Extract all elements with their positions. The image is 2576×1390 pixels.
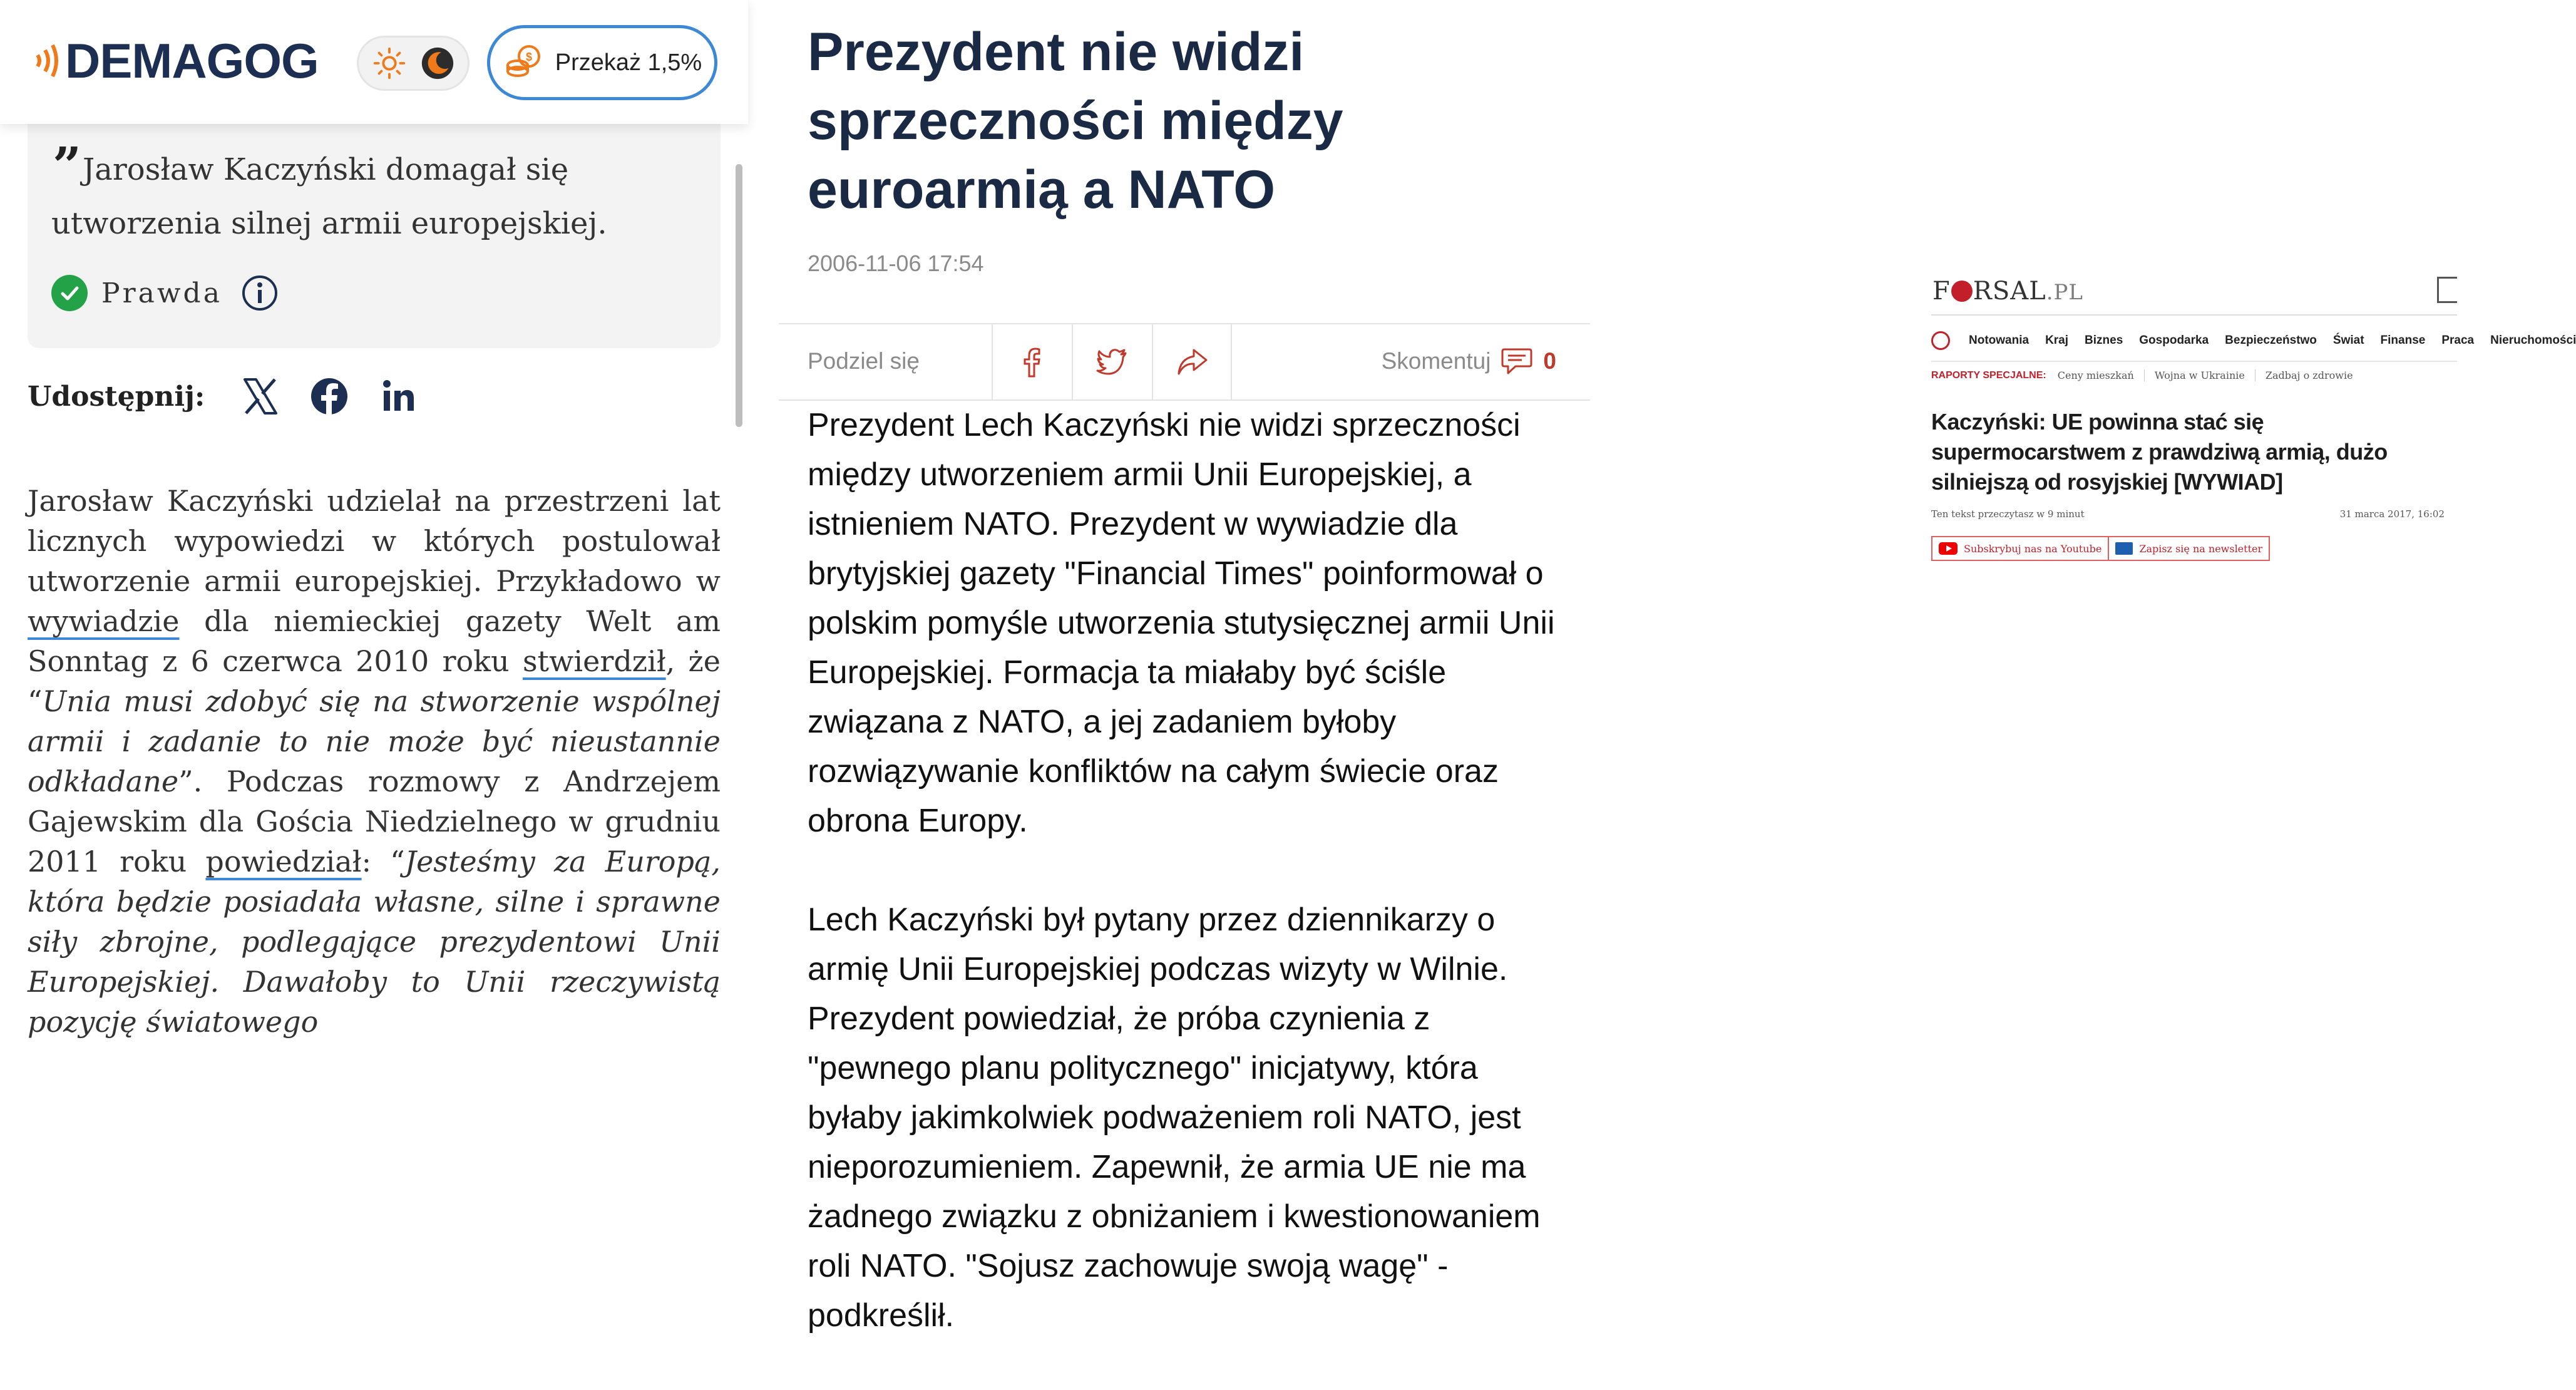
body-text: : “ bbox=[361, 845, 405, 878]
coins-icon bbox=[503, 43, 543, 83]
body-text: dla niemieckiej gazety Welt am Sonntag z 6 czerwca 2010 roku bbox=[28, 604, 721, 678]
forsal-logo bbox=[1932, 277, 2083, 306]
newsletter-label: Zapisz się na newsletter bbox=[2139, 542, 2263, 555]
chart-icon[interactable] bbox=[1931, 331, 1950, 350]
forsal-nav bbox=[1931, 329, 2576, 352]
youtube-icon bbox=[1939, 542, 1958, 555]
analysis-text bbox=[28, 481, 721, 1042]
mail-icon bbox=[2115, 542, 2133, 555]
quote-text: Unia musi zdobyć się na stworzenie wspólnej armii i zadanie to nie może być nieustannie odkładane bbox=[28, 684, 721, 798]
sun-icon[interactable] bbox=[371, 45, 408, 81]
signal-waves-icon bbox=[28, 39, 60, 83]
nav-item[interactable]: Świat bbox=[2332, 334, 2364, 347]
linkedin-share-button[interactable] bbox=[377, 376, 419, 417]
article-panel bbox=[776, 0, 1603, 1372]
logo-globe-icon bbox=[1951, 281, 1973, 302]
forsal-clipping bbox=[1931, 270, 2576, 565]
verdict-label: Prawda bbox=[101, 277, 222, 309]
donate-label: Przekaż 1,5% bbox=[555, 49, 702, 76]
source-link-powiedzial[interactable]: powiedział bbox=[205, 845, 362, 878]
source-link-stwierdzil[interactable]: stwierdził bbox=[522, 644, 666, 678]
quote-mark: ” bbox=[53, 136, 82, 195]
donate-button[interactable] bbox=[487, 25, 717, 100]
newsletter-button[interactable] bbox=[2109, 536, 2270, 561]
verdict bbox=[51, 274, 279, 312]
x-icon bbox=[241, 377, 280, 416]
demagog-logo[interactable] bbox=[28, 33, 319, 89]
youtube-subscribe-button[interactable] bbox=[1931, 536, 2109, 561]
nav-item[interactable]: Kraj bbox=[2045, 334, 2069, 347]
claim-text: Jarosław Kaczyński domagał się utworzenia silnej armii europejskiej. bbox=[51, 152, 607, 241]
special-report-link[interactable]: Zadbaj o zdrowie bbox=[2265, 369, 2353, 381]
nav-item[interactable]: Gospodarka bbox=[2139, 334, 2209, 347]
divider bbox=[1931, 361, 2457, 362]
facebook-share-button[interactable] bbox=[309, 376, 350, 417]
nav-item[interactable]: Nieruchomości bbox=[2490, 334, 2576, 347]
article-paragraph: Lech Kaczyński był pytany przez dziennikarzy o armię Unii Europejskiej podczas wizyty w Wilnie. Prezydent powiedział, że próba czynienia z "pewnego planu politycznego" inicjatywy, która byłaby jakimkolwiek podważeniem roli NATO, jest nieporozumieniem. Zapewnił, że armia UE nie ma żadnego związku z obniżaniem i kwestionowaniem roli NATO. "Sojusz zachowuje swoją wagę" - podkreślił. bbox=[808, 902, 1541, 1334]
comment-label: Skomentuj bbox=[1381, 348, 1491, 374]
logo-text: DEMAGOG bbox=[65, 33, 319, 88]
source-link-wywiad[interactable]: wywiadzie bbox=[28, 604, 180, 638]
logo-letter: F bbox=[1932, 277, 1951, 306]
special-reports-label: RAPORTY SPECJALNE: bbox=[1931, 369, 2046, 381]
special-report-link[interactable]: Ceny mieszkań bbox=[2058, 369, 2145, 381]
facebook-icon bbox=[1015, 345, 1049, 379]
logo-letters: RSAL bbox=[1973, 277, 2046, 306]
forsal-headline: Kaczyński: UE powinna stać się supermocarstwem z prawdziwą armią, dużo silniejszą od rosyjskiej [WYWIAD] bbox=[1931, 409, 2388, 495]
forsal-meta bbox=[1931, 508, 2445, 520]
forsal-date: 31 marca 2017, 16:02 bbox=[2339, 508, 2445, 520]
nav-item[interactable]: Finanse bbox=[2380, 334, 2426, 347]
share-label: Udostępnij: bbox=[28, 380, 205, 413]
x-share-button[interactable] bbox=[240, 376, 281, 417]
menu-icon[interactable] bbox=[2437, 277, 2457, 303]
comment-icon bbox=[1501, 347, 1533, 376]
share-bar bbox=[28, 376, 446, 417]
article-body bbox=[808, 401, 1578, 1390]
nav-item[interactable]: Praca bbox=[2441, 334, 2475, 347]
check-icon bbox=[51, 275, 88, 311]
nav-item[interactable]: Bezpieczeństwo bbox=[2225, 334, 2317, 347]
article-share-bar bbox=[779, 323, 1590, 401]
svg-text:$: $ bbox=[525, 51, 532, 63]
share-label: Podziel się bbox=[808, 348, 920, 374]
twitter-icon bbox=[1096, 345, 1129, 379]
share-button[interactable] bbox=[1152, 324, 1232, 399]
read-time: Ten tekst przeczytasz w 9 minut bbox=[1931, 508, 2085, 520]
special-reports bbox=[1931, 369, 2373, 381]
facebook-icon bbox=[310, 377, 349, 416]
twitter-share-button[interactable] bbox=[1072, 324, 1152, 399]
info-icon[interactable] bbox=[241, 274, 279, 312]
divider bbox=[1931, 314, 2457, 316]
logo-domain: .PL bbox=[2046, 280, 2083, 305]
demagog-header bbox=[0, 0, 748, 124]
theme-toggle[interactable] bbox=[357, 36, 470, 91]
youtube-label: Subskrybuj nas na Youtube bbox=[1964, 542, 2102, 555]
body-text: , że “ bbox=[28, 644, 721, 718]
body-text: ”. Podczas rozmowy z Andrzejem Gajewskim dla Gościa Niedzielnego w grudniu 2011 roku bbox=[28, 764, 721, 878]
article-date: 2006-11-06 17:54 bbox=[808, 250, 984, 276]
moon-icon[interactable] bbox=[419, 45, 456, 81]
nav-item[interactable]: Notowania bbox=[1969, 334, 2029, 347]
quote-text: Jesteśmy za Europą, która będzie posiadała własne, silne i sprawne siły zbrojne, podlegające prezydentowi Unii Europejskiej. Dawałoby to Unii rzeczywistą pozycję światowego bbox=[28, 845, 721, 1039]
body-text: Jarosław Kaczyński udzielał na przestrzeni lat licznych wypowiedzi w których postulował utworzenie armii europejskiej. Przykładowo w bbox=[28, 484, 721, 598]
scrollbar[interactable] bbox=[736, 164, 742, 427]
nav-item[interactable]: Biznes bbox=[2085, 334, 2123, 347]
subscribe-bar bbox=[1931, 536, 2270, 561]
linkedin-icon bbox=[379, 377, 418, 416]
comment-link[interactable] bbox=[1382, 347, 1556, 376]
share-arrow-icon bbox=[1175, 345, 1209, 379]
article-title: Prezydent nie widzi sprzeczności między euroarmią a NATO bbox=[808, 22, 1343, 220]
comment-count: 0 bbox=[1543, 348, 1556, 374]
article-paragraph: Prezydent Lech Kaczyński nie widzi sprzeczności między utworzeniem armii Unii Europejskiej, a istnieniem NATO. Prezydent w wywiadzie dla brytyjskiej gazety "Financial Times" poinformował o polskim pomyśle utworzenia stutysięcznej armii Unii Europejskiej. Formacja ta miałaby być ściśle związana z NATO, a jej zadaniem byłoby rozwiązywanie konfliktów na całym świecie oraz obrona Europy. bbox=[808, 407, 1555, 839]
claim-card bbox=[28, 124, 721, 348]
demagog-panel bbox=[0, 0, 748, 1372]
special-report-link[interactable]: Wojna w Ukrainie bbox=[2155, 369, 2255, 381]
facebook-share-button[interactable] bbox=[992, 324, 1072, 399]
